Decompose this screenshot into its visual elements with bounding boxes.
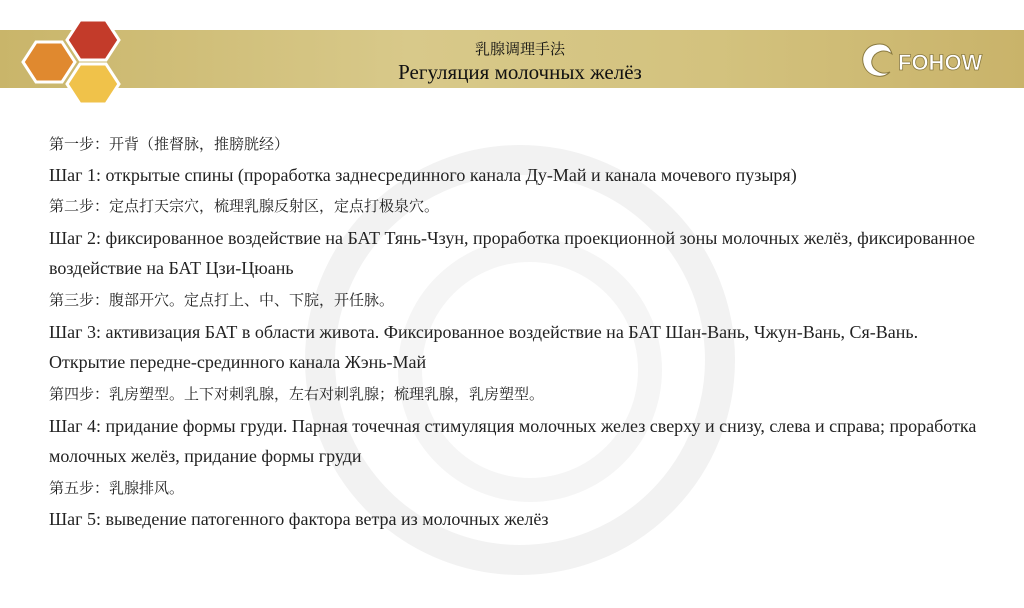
step-3-russian: Шаг 3: активизация БАТ в области живота. Фиксированное воздействие на БАТ Шан-Вань, Чжун-Вань, Ся-Вань. Открытие передне-срединного канала Жэнь-Май <box>49 322 919 372</box>
logo-text: FOHOW <box>898 50 983 75</box>
fohow-logo <box>858 38 1008 82</box>
step-3 <box>49 286 989 377</box>
step-3-chinese: 第三步：腹部开穴。定点打上、中、下脘，开任脉。 <box>49 291 395 309</box>
step-4 <box>49 380 989 471</box>
step-5 <box>49 474 989 533</box>
step-5-chinese: 第五步：乳腺排风。 <box>49 479 185 497</box>
step-2-russian: Шаг 2: фиксированное воздействие на БАТ Тянь-Чзун, проработка проекционной зоны молочных желёз, фиксированное воздействие на БАТ Цзи-Цюань <box>49 228 976 278</box>
hexagon-orange-icon <box>23 42 75 82</box>
step-1-chinese: 第一步：开背（推督脉，推膀胱经） <box>49 135 290 153</box>
hexagon-red-icon <box>67 20 119 60</box>
step-2 <box>49 192 989 283</box>
swirl-icon <box>863 44 892 76</box>
step-2-chinese: 第二步：定点打天宗穴，梳理乳腺反射区，定点打极泉穴。 <box>49 197 440 215</box>
page-title-chinese: 乳腺调理手法 <box>474 40 565 58</box>
steps-content <box>49 130 989 536</box>
step-4-russian: Шаг 4: придание формы груди. Парная точечная стимуляция молочных желез сверху и снизу, слева и справа; проработка молочных желёз, придание формы груди <box>49 416 977 466</box>
page-title-russian: Регуляция молочных желёз <box>398 60 642 84</box>
hexagon-yellow-icon <box>67 64 119 104</box>
step-4-chinese: 第四步：乳房塑型。上下对刺乳腺，左右对刺乳腺；梳理乳腺，乳房塑型。 <box>49 385 545 403</box>
hexagon-logo-decoration <box>8 18 128 104</box>
step-5-russian: Шаг 5: выведение патогенного фактора ветра из молочных желёз <box>49 509 549 529</box>
step-1-russian: Шаг 1: открытые спины (проработка заднесрединного канала Ду-Май и канала мочевого пузыря) <box>49 165 797 185</box>
step-1 <box>49 130 989 189</box>
